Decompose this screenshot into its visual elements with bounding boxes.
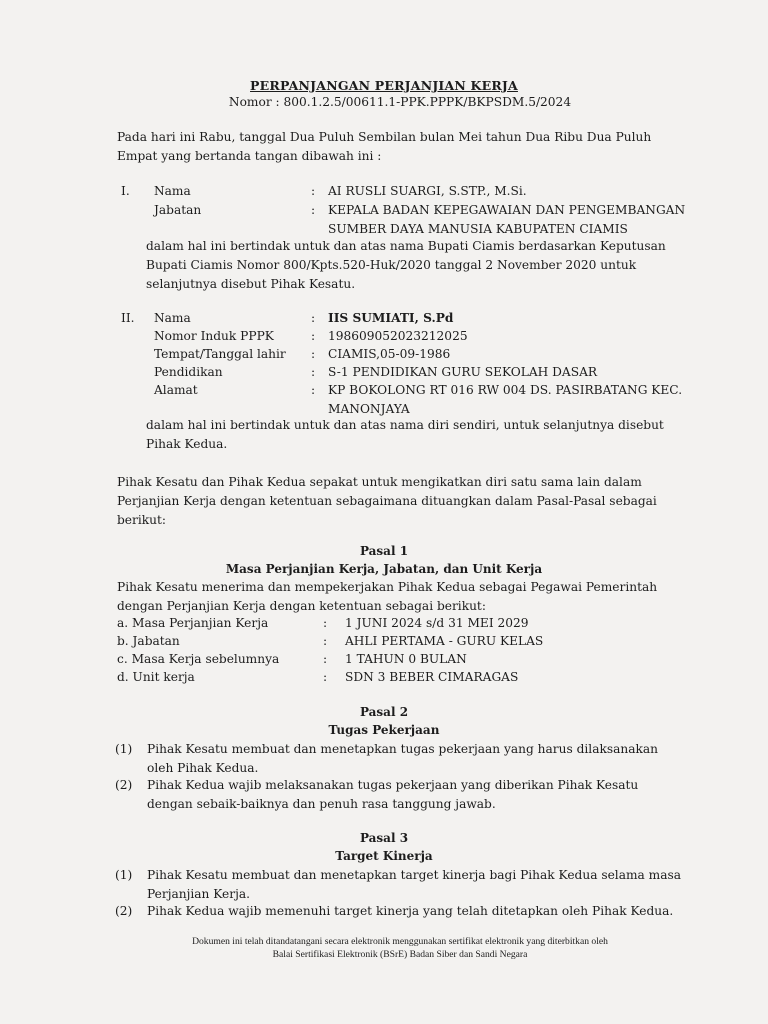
party1-nama-row: I. Nama : AI RUSLI SUARGI, S.STP., M.Si. xyxy=(121,184,527,198)
pasal2-subheading: Tugas Pekerjaan xyxy=(328,723,440,737)
party2-alamat-row: Alamat : KP BOKOLONG RT 016 RW 004 DS. PASIRBATANG KEC. MANONJAYA xyxy=(154,383,683,416)
pasal3-item-2: (2) Pihak Kedua wajib memenuhi target kinerja yang telah ditetapkan oleh Pihak Kedua. xyxy=(115,904,674,918)
pasal1-heading: Pasal 1 xyxy=(359,544,409,558)
party2-description: dalam hal ini bertindak untuk dan atas nama diri sendiri, untuk selanjutnya disebut Pihak Kedua. xyxy=(146,418,664,451)
pasal1-intro: Pihak Kesatu menerima dan mempekerjakan Pihak Kedua sebagai Pegawai Pemerintah dengan Perjanjian Kerja dengan ketentuan sebagai berikut: xyxy=(117,580,658,613)
opening-paragraph: Pada hari ini Rabu, tanggal Dua Puluh Sembilan bulan Mei tahun Dua Ribu Dua Puluh Empat yang bertanda tangan dibawah ini : xyxy=(117,130,652,163)
pasal1-item: c. Masa Kerja sebelumnya : 1 TAHUN 0 BULAN xyxy=(117,652,467,666)
party2-nama-row: II. Nama : IIS SUMIATI, S.Pd xyxy=(121,311,454,325)
pasal1-item: d. Unit kerja : SDN 3 BEBER CIMARAGAS xyxy=(117,670,519,684)
pasal2-heading: Pasal 2 xyxy=(359,705,409,719)
party1-description: dalam hal ini bertindak untuk dan atas nama Bupati Ciamis berdasarkan Keputusan Bupati Ciamis Nomor 800/Kpts.520-Huk/2020 tanggal 2 November 2020 untuk selanjutnya disebut Pihak Kesatu. xyxy=(146,239,666,291)
pasal1-item: b. Jabatan : AHLI PERTAMA - GURU KELAS xyxy=(117,634,544,648)
pasal3-subheading: Target Kinerja xyxy=(335,849,433,863)
party1-jabatan-row: Jabatan : KEPALA BADAN KEPEGAWAIAN DAN PENGEMBANGAN SUMBER DAYA MANUSIA KABUPATEN CIAMIS xyxy=(154,203,686,236)
pasal3-heading: Pasal 3 xyxy=(359,831,409,845)
party2-pendidikan-row: Pendidikan : S-1 PENDIDIKAN GURU SEKOLAH DASAR xyxy=(154,365,598,379)
party2-nip-row: Nomor Induk PPPK : 198609052023212025 xyxy=(154,329,468,343)
pasal1-item: a. Masa Perjanjian Kerja : 1 JUNI 2024 s/d 31 MEI 2029 xyxy=(117,616,529,630)
party2-ttl-row: Tempat/Tanggal lahir : CIAMIS,05-09-1986 xyxy=(154,347,451,361)
document-title: PERPANJANGAN PERJANJIAN KERJA xyxy=(250,78,518,93)
document-number: Nomor : 800.1.2.5/00611.1-PPK.PPPK/BKPSDM.5/2024 xyxy=(228,95,572,109)
agreement-paragraph: Pihak Kesatu dan Pihak Kedua sepakat untuk mengikatkan diri satu sama lain dalam Perjanjian Kerja dengan ketentuan sebagaimana dituangkan dalam Pasal-Pasal sebagai berikut: xyxy=(117,475,657,527)
electronic-signature-footer: Dokumen ini telah ditandatangani secara elektronik menggunakan sertifikat elektronik yang diterbitkan oleh Balai Sertifikasi Elektronik (BSrE) Badan Siber dan Sandi Negara xyxy=(192,936,608,960)
pasal2-item-2: (2) Pihak Kedua wajib melaksanakan tugas pekerjaan yang diberikan Pihak Kesatu dengan sebaik-baiknya dan penuh rasa tanggung jawab. xyxy=(115,778,639,811)
pasal3-item-1: (1) Pihak Kesatu membuat dan menetapkan target kinerja bagi Pihak Kedua selama masa Perjanjian Kerja. xyxy=(115,868,682,901)
pasal1-subheading: Masa Perjanjian Kerja, Jabatan, dan Unit Kerja xyxy=(225,562,543,576)
pasal2-item-1: (1) Pihak Kesatu membuat dan menetapkan tugas pekerjaan yang harus dilaksanakan oleh Pihak Kedua. xyxy=(115,742,658,775)
